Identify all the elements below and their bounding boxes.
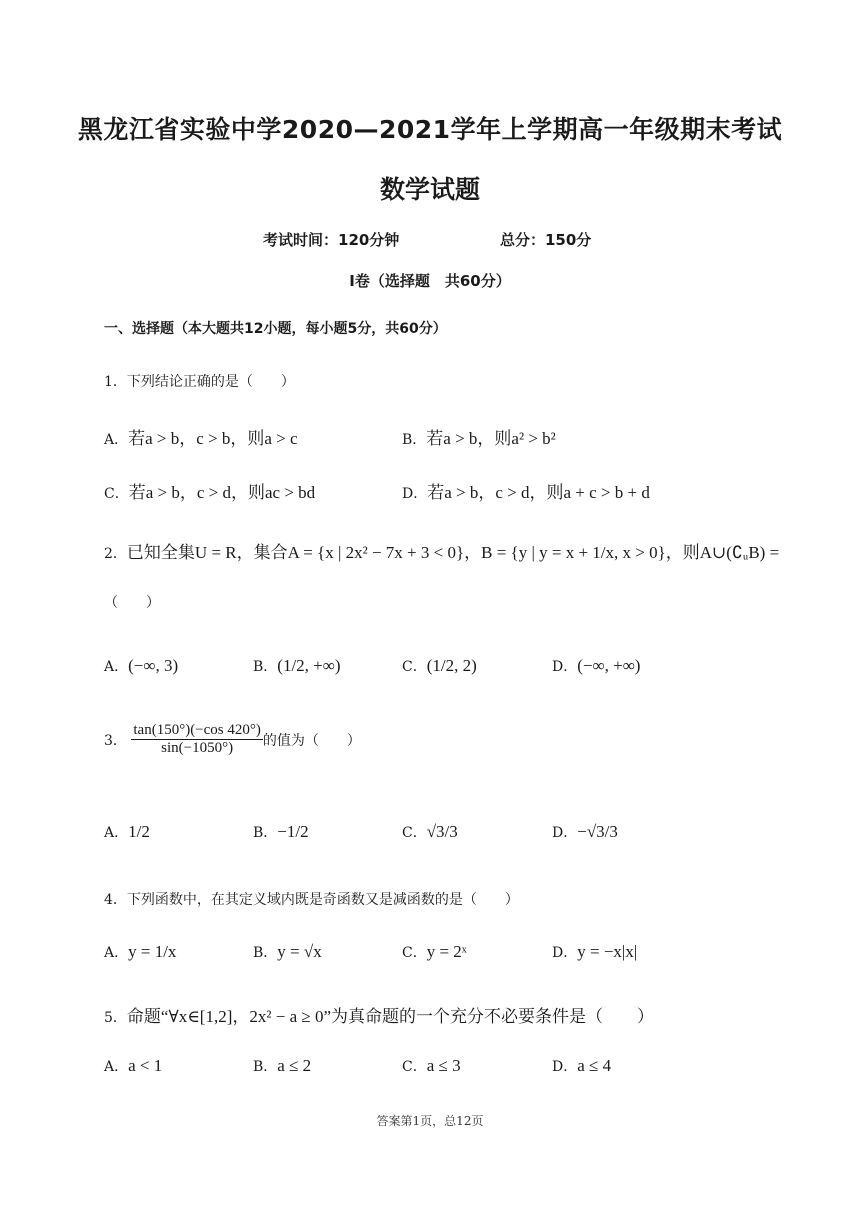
option-4c: C．y = 2ˣ	[402, 942, 467, 961]
question-number: 1．	[104, 374, 127, 390]
question-stem: 的值为（ ）	[262, 732, 361, 749]
option-4a: A．y = 1/x	[104, 942, 177, 961]
question-number: 2．	[104, 546, 127, 562]
fraction-numerator: tan(150°)(−cos 420°)	[131, 722, 263, 740]
option-5a: A．a < 1	[104, 1056, 163, 1075]
option-3a: A．1/2	[104, 822, 150, 841]
fraction-denominator: sin(−1050°)	[161, 740, 234, 757]
question-2-blank: （ ）	[104, 595, 160, 611]
option-1a: A．若a > b，c > b，则a > c	[104, 429, 298, 448]
question-stem: 命题“∀x∈[1,2]，2x² − a ≥ 0”为真命题的一个充分不必要条件是（ ）	[126, 1007, 654, 1026]
option-5d: D．a ≤ 4	[552, 1056, 612, 1075]
total-score: 总分：150分	[500, 231, 592, 249]
page-footer: 答案第1页，总12页	[376, 1114, 484, 1128]
exam-title: 黑龙江省实验中学2020—2021学年上学期高一年级期末考试	[77, 115, 783, 144]
question-number: 3．	[104, 732, 127, 749]
question-number: 5．	[104, 1010, 127, 1026]
question-2	[104, 538, 779, 563]
option-4d: D．y = −x|x|	[552, 942, 638, 961]
option-5c: C．a ≤ 3	[402, 1056, 461, 1075]
question-5	[104, 1002, 654, 1027]
question-1	[104, 371, 295, 391]
expression-fraction	[131, 722, 263, 758]
question-4	[104, 889, 519, 909]
question-3	[104, 722, 361, 758]
option-4b: B．y = √x	[253, 942, 322, 961]
exam-time: 考试时间：120分钟	[263, 231, 400, 249]
option-1b: B．若a > b，则a² > b²	[402, 429, 556, 448]
option-3b: B．−1/2	[253, 822, 309, 841]
section-heading: 一、选择题（本大题共12小题，每小题5分，共60分）	[104, 321, 447, 337]
option-2a: A．(−∞, 3)	[104, 656, 179, 675]
option-2d: D．(−∞, +∞)	[552, 656, 641, 675]
option-3c: C．√3/3	[402, 822, 458, 841]
option-1c: C．若a > b，c > d，则ac > bd	[104, 483, 316, 502]
option-1d: D．若a > b，c > d，则a + c > b + d	[402, 483, 650, 502]
option-5b: B．a ≤ 2	[253, 1056, 312, 1075]
question-number: 4．	[104, 892, 127, 908]
subject-title: 数学试题	[379, 175, 480, 204]
part-label: Ⅰ卷（选择题 共60分）	[349, 272, 511, 290]
option-2b: B．(1/2, +∞)	[253, 656, 341, 675]
question-stem: 下列函数中，在其定义域内既是奇函数又是减函数的是（ ）	[126, 892, 519, 908]
question-stem: 已知全集U = R，集合A = {x | 2x² − 7x + 3 < 0}，B = {y | y = x + 1/x, x > 0}，则A∪(∁ᵤB) =	[126, 543, 780, 562]
option-3d: D．−√3/3	[552, 822, 618, 841]
question-stem: 下列结论正确的是（ ）	[126, 374, 295, 390]
option-2c: C．(1/2, 2)	[402, 656, 477, 675]
